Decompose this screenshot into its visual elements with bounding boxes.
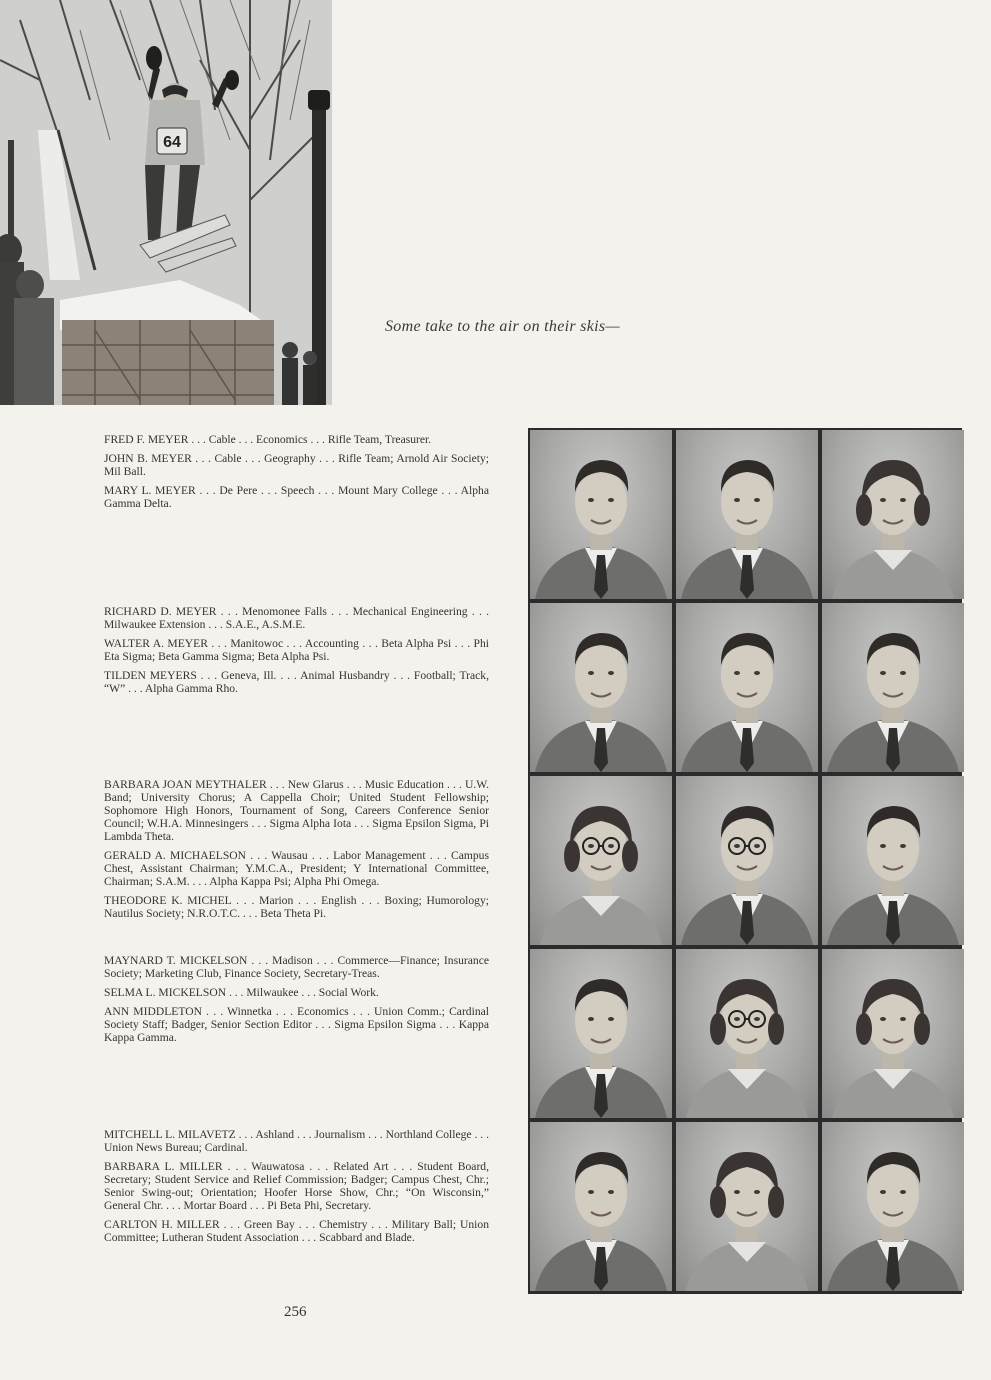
entry-group-2: [104, 605, 489, 701]
student-entry: ANN MIDDLETON . . . Winnetka . . . Economics . . . Union Comm.; Cardinal Society Staff; Badger, Senior Section Editor . . . Sigma Epsilon Sigma . . . Kappa Kappa Gamma.: [104, 1005, 489, 1044]
student-portrait: [676, 949, 818, 1118]
student-entry: MAYNARD T. MICKELSON . . . Madison . . . Commerce—Finance; Insurance Society; Marketing Club, Finance Society, Secretary-Treas.: [104, 954, 489, 980]
student-entry: BARBARA L. MILLER . . . Wauwatosa . . . Related Art . . . Student Board, Secretary; Student Service and Relief Commission; Badger; Campus Chest, Chr.; Senior Swing-out; Orientation; Hoofer Horse Show, Chr.; “On Wisconsin,” General Chr. . . . Mortar Board . . . Pi Beta Phi, Secretary.: [104, 1160, 489, 1212]
student-entry: SELMA L. MICKELSON . . . Milwaukee . . . Social Work.: [104, 986, 379, 999]
student-portrait: [822, 949, 964, 1118]
student-portrait: [822, 430, 964, 599]
student-entry: RICHARD D. MEYER . . . Menomonee Falls . . . Mechanical Engineering . . . Milwaukee Extension . . . S.A.E., A.S.M.E.: [104, 605, 489, 631]
student-entry: GERALD A. MICHAELSON . . . Wausau . . . Labor Management . . . Campus Chest, Assistant Chairman; Y.M.C.A., President; Y International Committee, Chairman; S.A.M. . . . Alpha Kappa Psi; Alpha Phi Omega.: [104, 849, 489, 888]
student-entry: TILDEN MEYERS . . . Geneva, Ill. . . . Animal Husbandry . . . Football; Track, “W” . . . Alpha Gamma Rho.: [104, 669, 489, 695]
entry-group-5: [104, 1128, 489, 1250]
student-portrait: [822, 1122, 964, 1291]
student-entry: MITCHELL L. MILAVETZ . . . Ashland . . . Journalism . . . Northland College . . . Union News Bureau; Cardinal.: [104, 1128, 489, 1154]
student-portrait: [676, 1122, 818, 1291]
entry-group-3: [104, 778, 489, 926]
student-entry: WALTER A. MEYER . . . Manitowoc . . . Accounting . . . Beta Alpha Psi . . . Phi Eta Sigma; Beta Gamma Sigma; Beta Alpha Psi.: [104, 637, 489, 663]
student-portrait: [530, 1122, 672, 1291]
student-entry: JOHN B. MEYER . . . Cable . . . Geography . . . Rifle Team; Arnold Air Society; Mil Ball.: [104, 452, 489, 478]
entry-group-4: [104, 954, 489, 1050]
student-portrait: [676, 603, 818, 772]
student-portrait: [822, 603, 964, 772]
student-portrait: [676, 776, 818, 945]
page-number: 256: [284, 1304, 307, 1320]
student-portrait: [530, 603, 672, 772]
student-entry: BARBARA JOAN MEYTHALER . . . New Glarus . . . Music Education . . . U.W. Band; University Chorus; A Cappella Choir; United Student Fellowship; Sophomore High Honors, Tournament of Song, Careers Conference Senior Council; W.H.A. Minnesingers . . . Sigma Alpha Iota . . . Sigma Epsilon Sigma, Pi Lambda Theta.: [104, 778, 489, 843]
student-entry: MARY L. MEYER . . . De Pere . . . Speech . . . Mount Mary College . . . Alpha Gamma Delta.: [104, 484, 489, 510]
student-entry: THEODORE K. MICHEL . . . Marion . . . English . . . Boxing; Humorology; Nautilus Society; N.R.O.T.C. . . . Beta Theta Pi.: [104, 894, 489, 920]
photo-caption: Some take to the air on their skis—: [385, 318, 620, 335]
student-portrait: [530, 776, 672, 945]
bib-number: 64: [163, 134, 181, 151]
student-entry: CARLTON H. MILLER . . . Green Bay . . . Chemistry . . . Military Ball; Union Committee; Lutheran Student Association . . . Scabbard and Blade.: [104, 1218, 489, 1244]
entry-group-1: [104, 433, 489, 516]
ski-jump-photo: [0, 0, 332, 405]
student-portrait: [530, 430, 672, 599]
student-portrait: [676, 430, 818, 599]
portrait-grid: [528, 428, 962, 1294]
student-entry: FRED F. MEYER . . . Cable . . . Economics . . . Rifle Team, Treasurer.: [104, 433, 432, 446]
student-portrait: [530, 949, 672, 1118]
student-portrait: [822, 776, 964, 945]
